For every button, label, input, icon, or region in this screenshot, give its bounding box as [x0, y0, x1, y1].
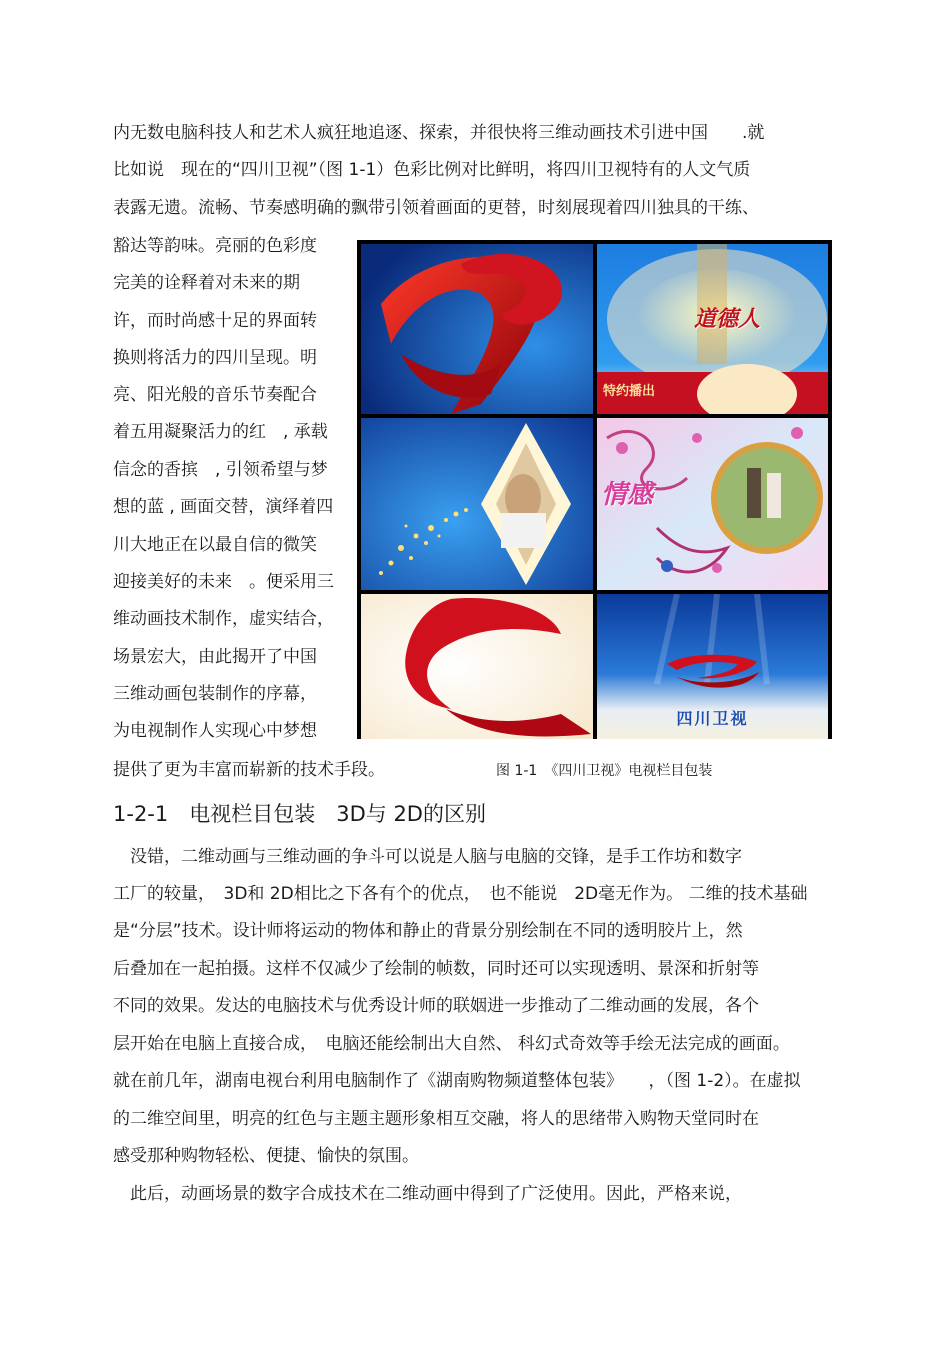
section-heading: 1-2-1 电视栏目包装 3D与 2D的区别 — [113, 802, 486, 826]
paragraph-line: 表露无遗。流畅、节奏感明确的飘带引领着画面的更替，时刻展现着四川独具的干练、 — [113, 198, 759, 218]
wrap-line: 维动画技术制作，虚实结合， — [113, 609, 334, 629]
wrap-line: 场景宏大，由此揭开了中国 — [113, 647, 317, 667]
paragraph-line: 此后，动画场景的数字合成技术在二维动画中得到了广泛使用。因此，严格来说， — [113, 1184, 742, 1204]
wrap-line: 信念的香摈 , 引领希望与梦 — [113, 460, 328, 480]
figure-tile-ribbon — [361, 244, 593, 414]
qinggan-text: 情感 — [601, 480, 654, 510]
wrap-line: 三维动画包装制作的序幕， — [113, 684, 317, 704]
wrap-line: 迎接美好的未来 。便采用三 — [113, 572, 334, 592]
paragraph-line: 比如说 现在的“四川卫视”（图 1-1）色彩比例对比鲜明，将四川卫视特有的人文气质 — [113, 160, 751, 180]
figure-tile-channel-logo — [597, 594, 828, 739]
wrap-line: 着五用凝聚活力的红 , 承载 — [113, 422, 328, 442]
figure-caption: 图 1-1 《四川卫视》电视栏目包装 — [496, 763, 713, 779]
paragraph-line: 没错，二维动画与三维动画的争斗可以说是人脑与电脑的交锋，是手工作坊和数字 — [113, 847, 742, 867]
wrap-line: 想的蓝 , 画面交替，演绎着四 — [113, 497, 334, 517]
wrap-line: 完美的诠释着对未来的期 — [113, 273, 300, 293]
paragraph-line: 是“分层”技术。设计师将运动的物体和静止的背景分别绘制在不同的透明胶片上，然 — [113, 921, 743, 941]
paragraph-line: 就在前几年，湖南电视台利用电脑制作了《湖南购物频道整体包装》 ，（图 1-2）。在虚拟 — [113, 1071, 801, 1091]
paragraph-line: 后叠加在一起拍摄。这样不仅减少了绘制的帧数，同时还可以实现透明、景深和折射等 — [113, 959, 759, 979]
sponsor-text: 特约播出 — [603, 384, 656, 399]
paragraph-line: 感受那种购物轻松、便捷、愉快的氛围。 — [113, 1146, 419, 1166]
wrap-line: 亮、阳光般的音乐节奏配合 — [113, 385, 317, 405]
figure-tile-diamond — [361, 418, 593, 590]
channel-name-text: 四川卫视 — [676, 709, 749, 728]
paragraph-line: 层开始在电脑上直接合成， 电脑还能绘制出大自然、 科幻式奇效等手绘无法完成的画面。 — [113, 1034, 790, 1054]
figure-tile-qinggan — [597, 418, 828, 590]
wrap-line: 换则将活力的四川呈现。明 — [113, 348, 317, 368]
wrap-line: 豁达等韵味。亮丽的色彩度 — [113, 236, 317, 256]
figure-image-grid — [357, 240, 832, 739]
paragraph-line: 的二维空间里，明亮的红色与主题主题形象相互交融，将人的思绪带入购物天堂同时在 — [113, 1109, 759, 1129]
wrap-line: 川大地正在以最自信的微笑 — [113, 535, 317, 555]
paragraph-line: 工厂的较量， 3D和 2D相比之下各有个的优点， 也不能说 2D毫无作为。 二维的技术基础 — [113, 884, 808, 904]
wrap-line: 提供了更为丰富而崭新的技术手段。 — [113, 760, 385, 780]
figure-tile-show-title — [597, 244, 828, 414]
paragraph-line: 不同的效果。发达的电脑技术与优秀设计师的联姻进一步推动了二维动画的发展，各个 — [113, 996, 759, 1016]
figure-tile-cream-ribbon — [361, 594, 593, 739]
paragraph-line: 内无数电脑科技人和艺术人疯狂地追逐、探索，并很快将三维动画技术引进中国 .就 — [113, 123, 765, 143]
show-title-text: 道德人 — [693, 307, 760, 332]
wrap-line: 许，而时尚感十足的界面转 — [113, 311, 317, 331]
wrap-line: 为电视制作人实现心中梦想 — [113, 721, 317, 741]
